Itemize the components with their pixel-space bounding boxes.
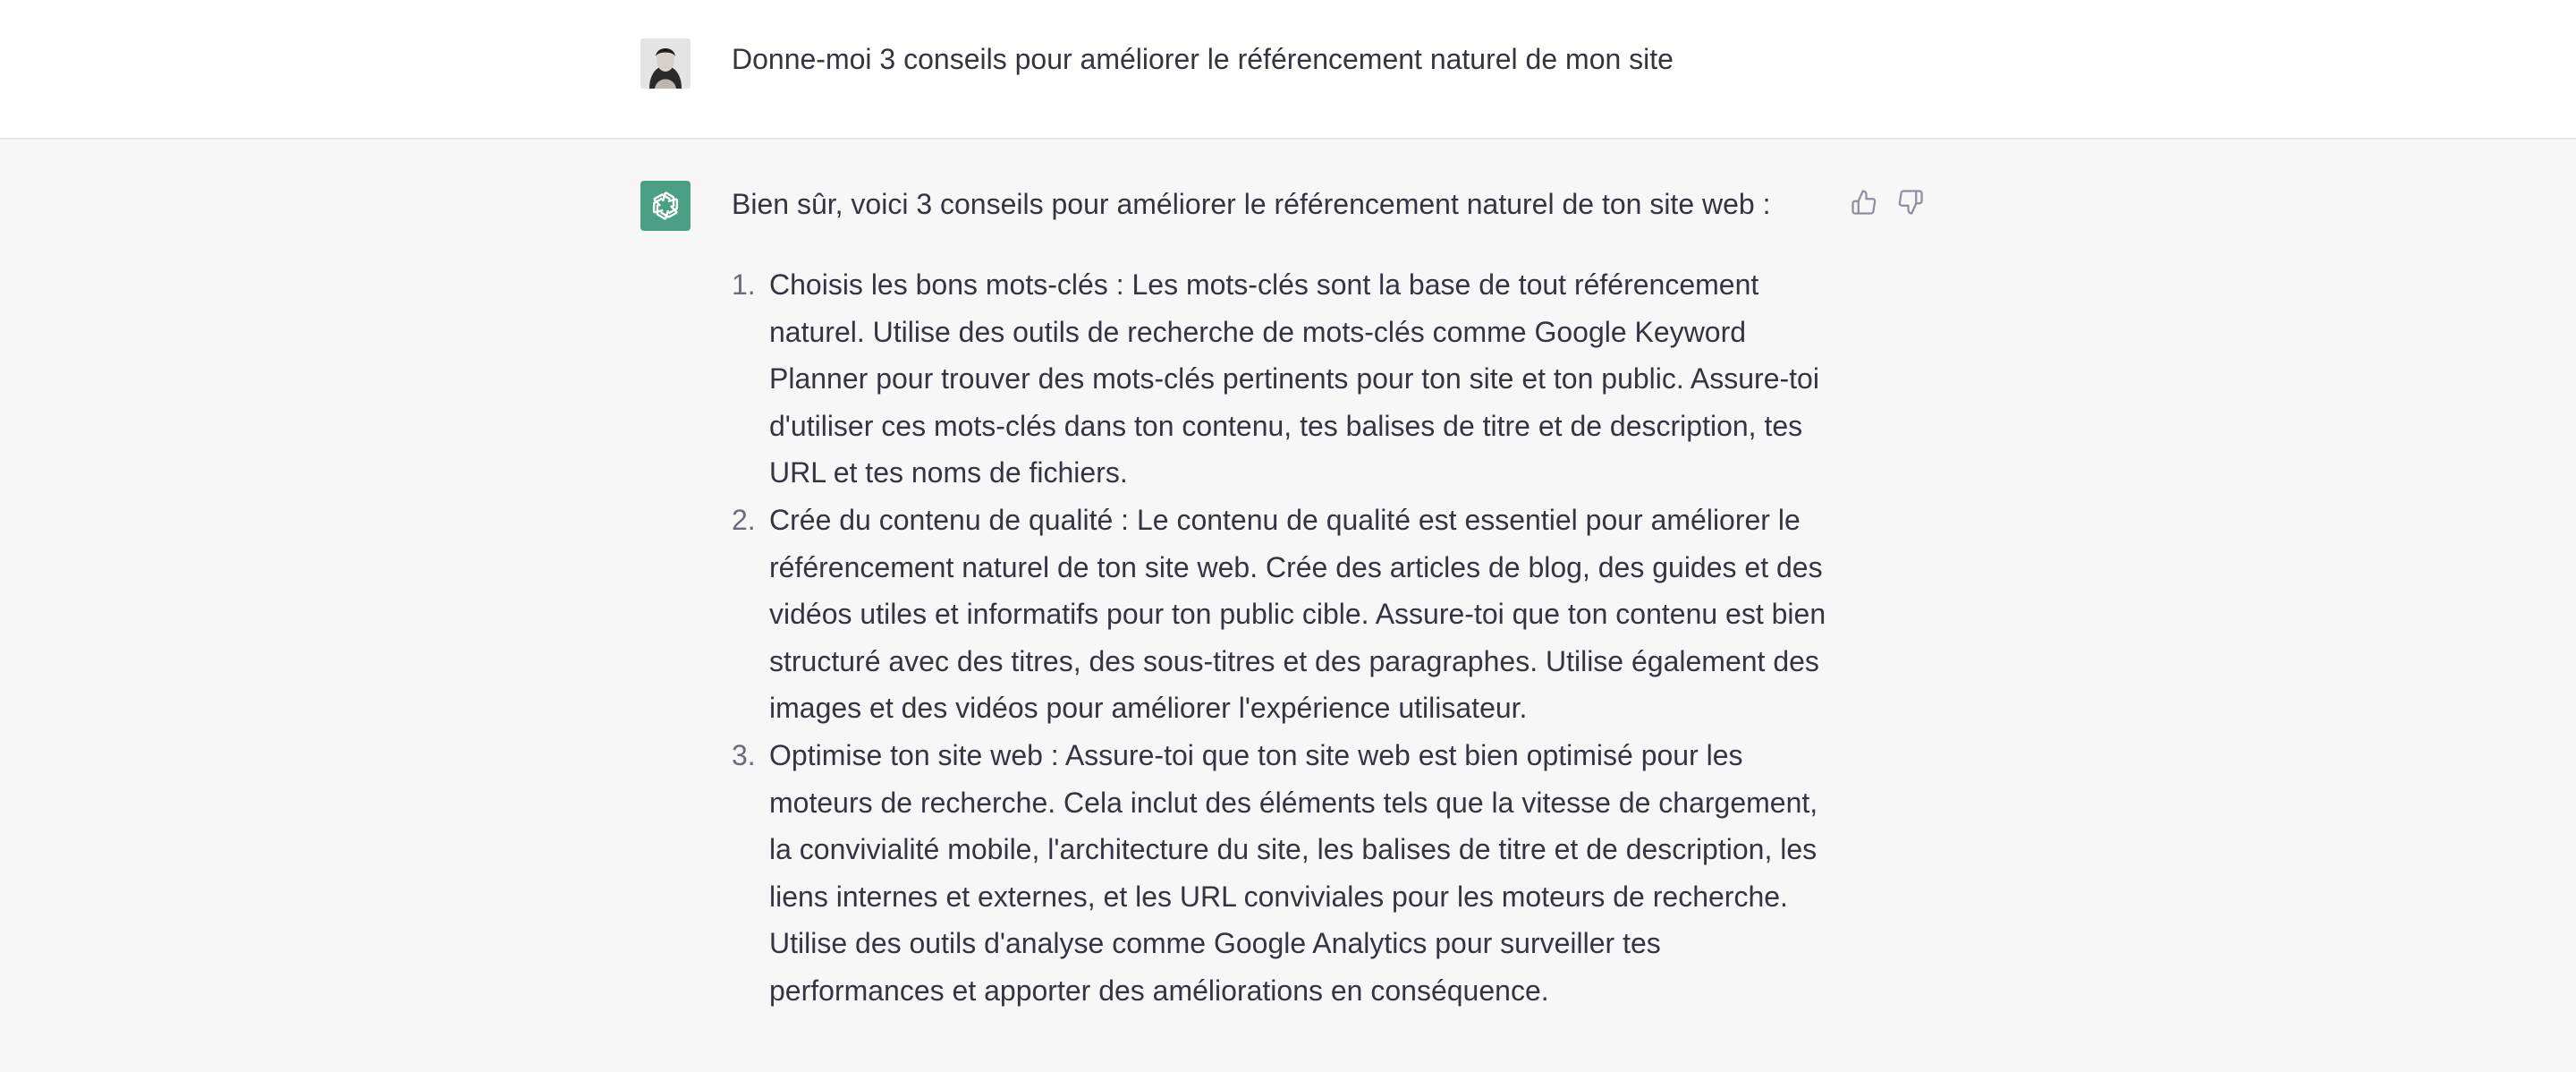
thumbs-up-icon [1851, 189, 1877, 216]
list-item-number: 1. [732, 268, 756, 301]
assistant-avatar [640, 181, 691, 231]
thumbs-down-button[interactable] [1894, 186, 1927, 218]
thumbs-down-icon [1897, 189, 1924, 216]
user-message-text: Donne-moi 3 conseils pour améliorer le référencement naturel de mon site [732, 43, 1674, 75]
list-item-text: Optimise ton site web : Assure-toi que ton site web est bien optimisé pour les moteurs de recherche. Cela inclut des éléments tels que la vitesse de chargement, la convivialité mobile, l'architecture du site, les balises de titre et de description, les liens internes et externes, et les URL conviviales pour les moteurs de recherche. Utilise des outils d'analyse comme Google Analytics pour surveiller tes performances et apporter des améliorations en conséquence. [769, 738, 1818, 1007]
user-avatar-photo-icon [640, 38, 691, 89]
list-item-text: Choisis les bons mots-clés : Les mots-clés sont la base de tout référencement naturel. Utilise des outils de recherche de mots-clés comme Google Keyword Planner pour trouver des mots-clés pertinents pour ton site et ton public. Assure-toi d'utiliser ces mots-clés dans ton contenu, tes balises de titre et de description, tes URL et tes noms de fichiers. [769, 268, 1819, 489]
assistant-intro-text: Bien sûr, voici 3 conseils pour améliorer le référencement naturel de ton site web : [732, 188, 1771, 220]
list-item-number: 2. [732, 503, 756, 536]
assistant-tips-list [732, 261, 1841, 1015]
list-item [732, 732, 1841, 1015]
list-item-number: 3. [732, 738, 756, 771]
list-item [732, 261, 1841, 497]
user-avatar [640, 38, 691, 89]
list-item [732, 497, 1841, 732]
openai-logo-icon [648, 189, 682, 223]
user-message-row [0, 0, 2576, 140]
thumbs-up-button[interactable] [1848, 186, 1880, 218]
list-item-text: Crée du contenu de qualité : Le contenu de qualité est essentiel pour améliorer le référencement naturel de ton site web. Crée des articles de blog, des guides et des vidéos utiles et informatifs pour ton public cible. Assure-toi que ton contenu est bien structuré avec des titres, des sous-titres et des paragraphes. Utilise également des images et des vidéos pour améliorer l'expérience utilisateur. [769, 503, 1826, 725]
assistant-message-row [0, 140, 2576, 1072]
